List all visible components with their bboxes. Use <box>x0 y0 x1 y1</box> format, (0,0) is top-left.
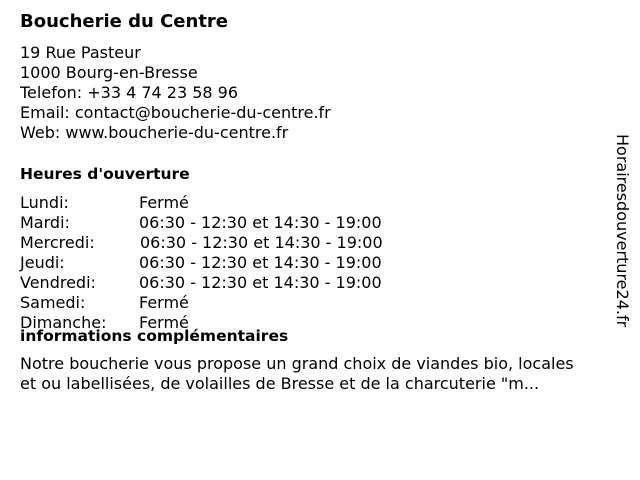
day-label: Jeudi: <box>20 253 65 272</box>
contact-block <box>20 43 331 143</box>
web-line: Web: www.boucherie-du-centre.fr <box>20 123 289 142</box>
day-label: Mardi: <box>20 213 70 232</box>
hours-row-jeudi <box>20 253 440 273</box>
hours-row-vendredi <box>20 273 440 293</box>
day-hours: 06:30 - 12:30 et 14:30 - 19:00 <box>139 213 382 232</box>
day-hours: Fermé <box>139 293 189 312</box>
watermark <box>612 134 632 374</box>
info-description <box>20 354 600 394</box>
hours-row-mercredi <box>20 233 440 253</box>
description-line-2: et ou labellisées, de volailles de Bresse et de la charcuterie "m... <box>20 374 540 393</box>
business-name: Boucherie du Centre <box>20 11 229 32</box>
opening-hours-list <box>20 193 440 333</box>
day-hours: Fermé <box>139 193 189 212</box>
day-hours: 06:30 - 12:30 et 14:30 - 19:00 <box>139 253 382 272</box>
info-heading: informations complémentaires <box>20 327 289 345</box>
hours-row-mardi <box>20 213 440 233</box>
day-hours: 06:30 - 12:30 et 14:30 - 19:00 <box>139 273 382 292</box>
phone-line: Telefon: +33 4 74 23 58 96 <box>20 83 239 102</box>
day-label: Dimanche: <box>20 313 107 332</box>
watermark-text: Horairesdouverture24.fr <box>613 134 632 328</box>
day-label: Vendredi: <box>20 273 96 292</box>
day-label: Lundi: <box>20 193 69 212</box>
hours-row-lundi <box>20 193 440 213</box>
hours-heading: Heures d'ouverture <box>20 165 190 183</box>
email-line: Email: contact@boucherie-du-centre.fr <box>20 103 331 122</box>
day-label: Mercredi: <box>20 233 95 252</box>
day-label: Samedi: <box>20 293 86 312</box>
hours-row-samedi <box>20 293 440 313</box>
address-city: 1000 Bourg-en-Bresse <box>20 63 198 82</box>
address-street: 19 Rue Pasteur <box>20 43 141 62</box>
description-line-1: Notre boucherie vous propose un grand choix de viandes bio, locales <box>20 354 574 373</box>
day-hours: 06:30 - 12:30 et 14:30 - 19:00 <box>140 233 383 252</box>
day-hours: Fermé <box>139 313 189 332</box>
